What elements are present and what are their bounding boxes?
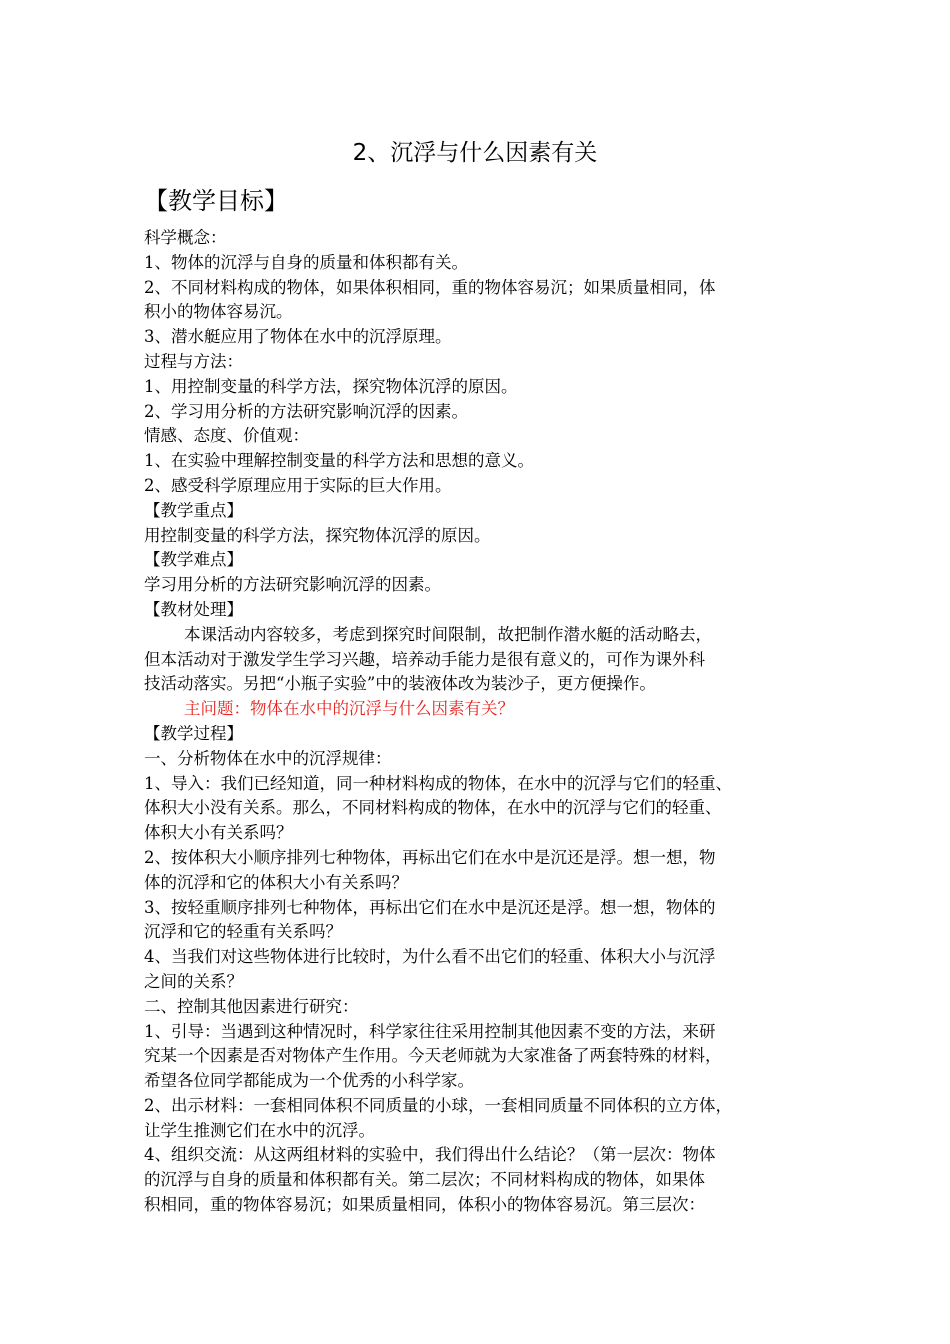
text-line: 希望各位同学都能成为一个优秀的小科学家。 bbox=[144, 1071, 474, 1091]
text-line: 情感、态度、价值观： bbox=[144, 426, 309, 446]
text-line: 【教学重点】 bbox=[144, 500, 243, 520]
text-line: 之间的关系？ bbox=[144, 971, 243, 991]
text-line: 二、控制其他因素进行研究： bbox=[144, 996, 359, 1016]
text-line: 【教学过程】 bbox=[144, 723, 243, 743]
text-line: 积相同，重的物体容易沉；如果质量相同，体积小的物体容易沉。第三层次： bbox=[144, 1195, 705, 1215]
text-line: 2、不同材料构成的物体，如果体积相同，重的物体容易沉；如果质量相同，体 bbox=[144, 277, 716, 297]
text-line: 积小的物体容易沉。 bbox=[144, 302, 293, 322]
text-line: 究某一个因素是否对物体产生作用。今天老师就为大家准备了两套特殊的材料， bbox=[144, 1046, 722, 1066]
text-line: 2、学习用分析的方法研究影响沉浮的因素。 bbox=[144, 401, 468, 421]
text-line: 2、按体积大小顺序排列七种物体，再标出它们在水中是沉还是浮。想一想，物 bbox=[144, 847, 716, 867]
text-line: 用控制变量的科学方法，探究物体沉浮的原因。 bbox=[144, 525, 491, 545]
text-line: 技活动落实。另把“小瓶子实验”中的装液体改为装沙子，更方便操作。 bbox=[144, 674, 656, 694]
text-line: 【教材处理】 bbox=[144, 599, 243, 619]
text-line: 4、当我们对这些物体进行比较时，为什么看不出它们的轻重、体积大小与沉浮 bbox=[144, 947, 716, 967]
heading-objectives: 【教学目标】 bbox=[144, 187, 288, 215]
text-line: 4、组织交流：从这两组材料的实验中，我们得出什么结论？（第一层次：物体 bbox=[144, 1145, 716, 1165]
text-line: 过程与方法： bbox=[144, 351, 243, 371]
text-line: 2、出示材料：一套相同体积不同质量的小球，一套相同质量不同体积的立方体， bbox=[144, 1095, 732, 1115]
text-line: 一、分析物体在水中的沉浮规律： bbox=[144, 748, 392, 768]
text-line: 1、在实验中理解控制变量的科学方法和思想的意义。 bbox=[144, 451, 534, 471]
text-line: 2、感受科学原理应用于实际的巨大作用。 bbox=[144, 475, 452, 495]
text-line: 【教学难点】 bbox=[144, 550, 243, 570]
text-line: 主问题：物体在水中的沉浮与什么因素有关？ bbox=[184, 699, 514, 719]
document-body bbox=[144, 226, 814, 1218]
text-line: 沉浮和它的轻重有关系吗？ bbox=[144, 922, 342, 942]
text-line: 科学概念： bbox=[144, 228, 227, 247]
text-line: 学习用分析的方法研究影响沉浮的因素。 bbox=[144, 575, 441, 595]
text-line: 3、潜水艇应用了物体在水中的沉浮原理。 bbox=[144, 327, 452, 347]
text-line: 体积大小有关系吗？ bbox=[144, 823, 293, 843]
text-line: 1、用控制变量的科学方法，探究物体沉浮的原因。 bbox=[144, 376, 518, 396]
document-title: 2、沉浮与什么因素有关 bbox=[352, 140, 598, 166]
text-line: 体积大小没有关系。那么，不同材料构成的物体，在水中的沉浮与它们的轻重、 bbox=[144, 798, 722, 818]
text-line: 1、物体的沉浮与自身的质量和体积都有关。 bbox=[144, 252, 468, 272]
text-line: 让学生推测它们在水中的沉浮。 bbox=[144, 1120, 375, 1140]
text-line: 但本活动对于激发学生学习兴趣，培养动手能力是很有意义的，可作为课外科 bbox=[144, 649, 705, 669]
text-line: 1、导入：我们已经知道，同一种材料构成的物体，在水中的沉浮与它们的轻重、 bbox=[144, 773, 732, 793]
text-line: 本课活动内容较多，考虑到探究时间限制，故把制作潜水艇的活动略去， bbox=[184, 624, 712, 644]
text-line: 3、按轻重顺序排列七种物体，再标出它们在水中是沉还是浮。想一想，物体的 bbox=[144, 897, 716, 917]
text-line: 的沉浮与自身的质量和体积都有关。第二层次；不同材料构成的物体，如果体 bbox=[144, 1170, 705, 1190]
text-line: 1、引导：当遇到这种情况时，科学家往往采用控制其他因素不变的方法，来研 bbox=[144, 1021, 716, 1041]
text-line: 体的沉浮和它的体积大小有关系吗？ bbox=[144, 872, 408, 892]
